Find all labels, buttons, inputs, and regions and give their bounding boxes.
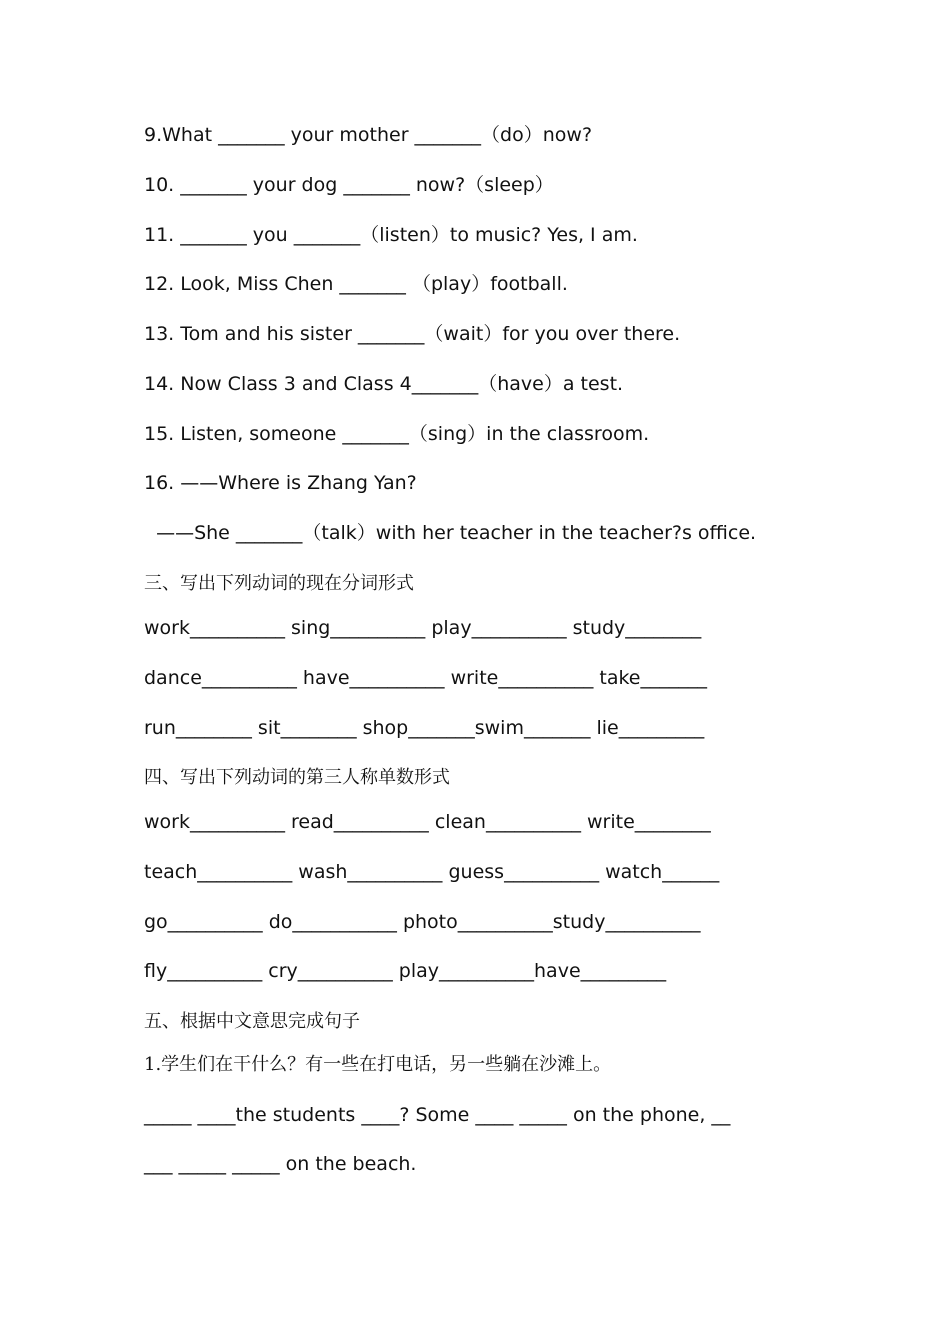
section-5-q1-line-2: ___ _____ _____ on the beach. — [144, 1153, 417, 1175]
exercise-10: 10. _______ your dog _______ now?（sleep） — [144, 174, 554, 196]
exercise-11: 11. _______ you _______（listen）to music? Yes, I am. — [144, 224, 638, 246]
section-4-row-2: teach__________ wash__________ guess__________ watch______ — [144, 861, 720, 883]
exercise-16-answer: ——She _______（talk）with her teacher in the teacher?s office. — [144, 522, 757, 544]
exercise-9: 9.What _______ your mother _______（do）now? — [144, 124, 593, 146]
section-3-title: 三、写出下列动词的现在分词形式 — [144, 573, 414, 594]
section-5-q1-line-1: _____ ____the students ____? Some ____ _____ on the phone, __ — [144, 1104, 731, 1126]
section-5-title: 五、根据中文意思完成句子 — [144, 1011, 360, 1032]
exercise-15: 15. Listen, someone _______（sing）in the classroom. — [144, 423, 650, 445]
section-3-row-1: work__________ sing__________ play__________ study________ — [144, 617, 702, 639]
section-4-row-1: work__________ read__________ clean__________ write________ — [144, 811, 711, 833]
section-5-q1-chinese: 1.学生们在干什么？有一些在打电话，另一些躺在沙滩上。 — [144, 1054, 612, 1075]
section-4-title: 四、写出下列动词的第三人称单数形式 — [144, 767, 450, 788]
section-4-row-3: go__________ do___________ photo__________study__________ — [144, 911, 701, 933]
exercise-12: 12. Look, Miss Chen _______ （play）football. — [144, 273, 568, 295]
section-4-row-4: fly__________ cry__________ play__________have_________ — [144, 960, 667, 982]
exercise-14: 14. Now Class 3 and Class 4_______（have）a test. — [144, 373, 624, 395]
section-3-row-3: run________ sit________ shop_______swim_______ lie_________ — [144, 717, 705, 739]
exercise-16-question: 16. ——Where is Zhang Yan? — [144, 472, 417, 494]
section-3-row-2: dance__________ have__________ write__________ take_______ — [144, 667, 707, 689]
exercise-13: 13. Tom and his sister _______（wait）for you over there. — [144, 323, 681, 345]
